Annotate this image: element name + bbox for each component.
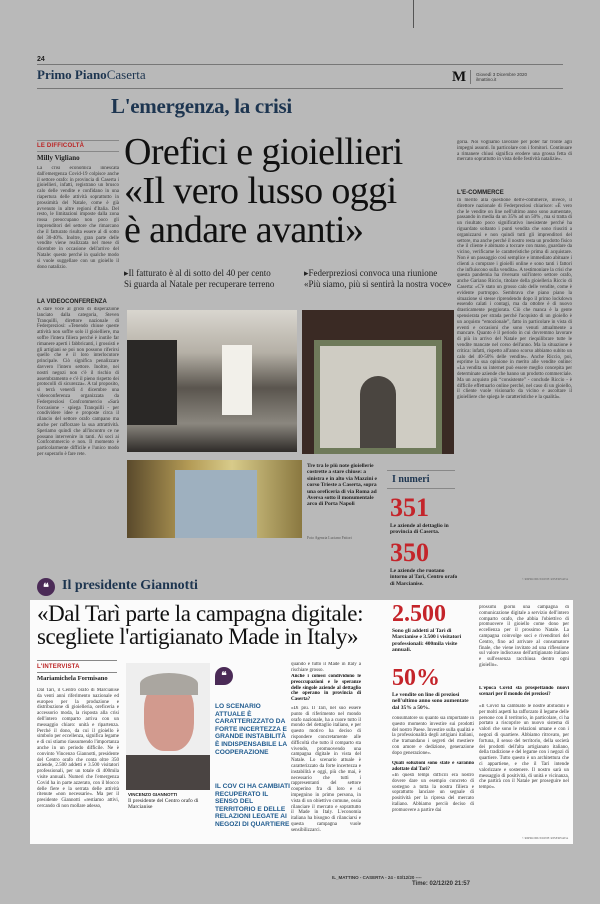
stat-text: Le aziende al dettaglio in provincia di Caserta. <box>390 523 449 536</box>
copyright: ©RIPRODUZIONE RISERVATA <box>522 836 569 840</box>
column-rule <box>37 660 117 661</box>
subhead: L'E-COMMERCE <box>457 190 504 196</box>
site-url: ilmattino.it <box>476 77 497 82</box>
subtitle-right <box>304 268 451 290</box>
print-time: Time: 02/12/20 21:57 <box>412 881 470 887</box>
numbers-rule <box>387 488 455 489</box>
headline-line: Orefici e gioiellieri <box>124 131 403 173</box>
logo-divider <box>470 70 471 84</box>
shutter <box>127 340 177 425</box>
portrait-jacket <box>126 755 210 790</box>
interview-body: prossimi giorni una campagna di comunicazione digitale a servizio dell'intero comparto orafo, che abbia l'obiettivo di promuovere il gioiello come dono per eccellenza per il prossimo Natale. La campagna coinvolge soci e rivenditori del Centro, fino ad arrivare al consumatore finale, che viene invitato ad una riflessione sul valore indiscusso dell'artigianato italiano e sull'essenza racchiusa dentro ogni gioiello». <box>479 605 569 668</box>
shop-front <box>314 340 442 454</box>
header-rule-bottom <box>37 88 563 89</box>
portrait-hair <box>140 673 198 695</box>
numbers-rule <box>387 470 455 471</box>
header-rule <box>37 64 563 65</box>
section-label: LE DIFFICOLTÀ <box>37 143 85 149</box>
quote-bubble-icon: ❝ <box>37 578 55 596</box>
stat-text: Sono gli addetti al Tarì di Marcianise e 3.500 i visitatori professionali: 400mila visite annuali. <box>392 628 462 653</box>
light-doorway <box>222 345 252 415</box>
headline-line: è andare avanti» <box>124 209 364 251</box>
interview-body: «In questi tempi difficili era nostro dovere dare un esempio concreto di sostegno a tutta la nostra filiera e soprattutto lanciare un segnale di positività per la ripresa del mercato italiano. Abbiamo perciò deciso di promuovere a partire dai <box>392 773 474 813</box>
article-kicker: L'emergenza, la crisi <box>111 94 292 118</box>
headline-line: scegliete l'artigianato Made in Italy» <box>37 624 359 649</box>
article-author: Milly Vigliano <box>37 154 80 162</box>
numbers-title: I numeri <box>392 474 430 485</box>
page-number: 24 <box>37 56 45 63</box>
interview-body: «Di più. Il Tarì, nel suo essere punto di riferimento nel mondo orafo nazionale, ha a cuore tutto il mondo del dettaglio italiano, e per questo motivo ha deciso di rispondere concretamente alle difficoltà che tutto il comparto sta vivendo, promuovendo una campagna digitale in vista del Natale. Lo scenario attuale è caratterizzato da forte incertezza e instabilità e oggi, più che mai, è necessario che tutti i rappresentanti del settore cooperino fra di loro e si impegnino in primo persona, in vista di un obiettivo comune, ossia rilanciare il mercato e soprattutto il Made in Italy. L'economia italiana ha bisogno di rilanciarsi e questa campagna vuole sensibilizzarci. <box>291 706 361 833</box>
photo-name: VINCENZO GIANNOTTI <box>128 792 178 797</box>
crop-mark <box>413 0 414 28</box>
section-title <box>37 67 146 83</box>
arched-door <box>360 376 396 448</box>
article-body: A dare voce al grido di disperazione lanciato dalla categoria, Steven Tranquilli, direttore nazionale di Federpreziosi: «Tenendo chiuse queste attività non soffre solo il gioielliere, ma soffre l'intera filiera perché è inutile far rimanere aperti i fabbricanti, i grossisti e gli artigiani se poi non possono riferirsi quello che è il loro interlocutore principale. Ciò significa penalizzare davvero l'intero settore. Inoltre, nei nostri negozi non c'è il rischio di assembramento e c'è il pieno rispetto dei protocolli di sicurezza». A tal proposito, si terrà venerdì 4 dicembre una videoconferenza organizzata da Federpreziosi Confcommercio «Sarà l'occasione - spiega Tranquilli - per condividere idee e proposte circa il rilancio del settore orafo campano ma anche per rafforzare la sua attrattività. Speriamo quindi che all'incontro ce ne possano intervenire in tanti. Ai soci ai Confcommercio e non. Il momento è particolarmente difficile e l'unico modo per superarlo è fare rete. <box>37 307 119 457</box>
photo-jewelry-shop-corso-trieste <box>302 310 454 454</box>
interview-question: Quali soluzioni sono state e saranno adottate dal Tarì? <box>392 761 474 772</box>
article-body: In merito alla questione dell'e-commerce, invece, il direttore nazionale di Federpreziosi chiarisce: «È vero che le vendite on line nell'ultimo anno sono aumentate, passando in media da un 35% ad un 50% , ma si tratta di un risultato poco significativo inesistente perché ha riguardato soltanto i punti vendita che sono riusciti a organizzarsi e non quindi tutti gli imprenditori del settore, ma anche perché il nostro resta un prodotto fisico che il cliente è abituato a toccare con mano, guardare da vicino, verificarne le caratteristiche prima di acquistare. Non è un passaggio così semplice e immediato abituare i clienti a comprare i gioielli online e sono tanti i fattori che influiscono sulla vendita». A testimoniare la crisi che questa pandemia ha riversato sull'intero settore orafo, anche Gariano Riccio, titolare della gioielleria Riccio di Caserta: «C'è stato un grosso calo delle vendite, come è evidente purtroppo. Sembrava che piano piano la situazione si stesse riprendendo dopo il primo lockdown essendo calati i contagi, ma da ottobre è di nuovo drasticamente peggiorata. Ciò che manca è la gente spensierata per strada perché l'acquisto di un gioiello è un acquisto “emozionale”, fatto in particolare in vista di eventi e occasioni che sono venuti attualmente a mancare. Quanto è il periodo in cui dovremmo lavorare di più in arrivo del Natale per riequilibrare tutte le vendite mancate nel corso dell'anno. Ma la situazione è critica: infatti, rispetto all'anno scorso abbiamo subito un calo del 40-50% delle vendite». Anche Riccio, poi, esprime la sua opinione in merito alle vendite online: «La vendita su internet può essere meglio concepita per determinate aziende che hanno un prodotto commerciale. Ma un acquisto più “consistente” - conclude Riccio - è difficile effettuarlo online perché, nel caso di un gioiello, il cliente vuole visionarlo da vicino e ascoltare il gioielliere che spiega le caratteristiche e la qualità». <box>457 198 572 401</box>
photo-caption: Il presidente del Centro orafo di Marcianise <box>128 798 199 811</box>
stat-text: Le vendite on line di preziosi nell'ultimo anno sono aumentate dal 35% a 50%. <box>392 692 469 711</box>
article-headline <box>124 133 454 250</box>
newspaper-logo: M <box>452 69 467 85</box>
interview-body: Dal Tarì, il Centro orafo di Marcianise da venti anni riferimento nazionale ed europeo per la produzione e distribuzione di gioielleria, oreficeria e accessorio moda, la risposta alla crisi dell'intero comparto arriva con un messaggio chiaro: unità e ripartenza. Perché il dono, da cui il gioiello è simbolo per eccellenza, significa legame e di cui stiamo riassumendo l'importanza anche in un periodo difficile. Ne è convinto Vincenzo Giannotti, presidente del Centro orafo che conta oltre 350 aziende, 2.500 addetti e 3.500 visitatori professionali, per un totale di 400mila visite annuali. Numeri che l'emergenza Covid ha in parte azzerato, con il blocco delle fiere e la serrata delle attività ritenute «non necessarie». Ma per il presidente Giannotti «restiamo attivi, cercando di non mollare adesso, <box>37 688 119 809</box>
section-city: Caserta <box>106 67 146 82</box>
stat-value: 2.500 <box>392 601 446 627</box>
headline-line: «Dal Tarì parte la campagna digitale: <box>37 601 364 626</box>
column-rule <box>37 140 119 141</box>
interview-body: «Il Covid ha cambiato le nostre abitudini e per molti aspetti ha rafforzato il legame delle persone con il territorio, in particolare, ci ha portato a riscoprire un nuovo sistema di valori che sono le relazioni umane e con i negozi di quartiere. Abbiamo ritrovato, per fortuna, il senso del territorio, della società dei prodotti dell'alta artigianato italiano, della tradizione e del legame con i negozi di quartiere. Tutto questo è un architettura che ci appartiene, e che il Tarì intende valorizzare e sostenere. Il nostro sarà un messaggio di positività, di unità e vicinanza, che partirà con il Natale per proseguire nel tempo». <box>479 704 569 791</box>
column-rule <box>37 151 119 152</box>
subtitle-line: ▸Il fatturato è al di sotto del 40 per cento <box>124 268 271 278</box>
stat-value: 350 <box>390 538 429 567</box>
subtitle-line: Si guarda al Natale per recuperare terreno <box>124 279 275 289</box>
column-rule <box>37 672 117 673</box>
article-body: La crisi economica innescata dall'emergenza Covid-19 colpisce anche il settore orafo: in provincia di Caserta i gioiellieri, infatti, registrano un brusco calo delle vendite e confidano in una riapertura delle attività soprattutto in prossimità del Natale, come è già avvenuto in altre regioni d'Italia. Del resto, le limitazioni imposte dalla zona rossa preoccupano non poco gli imprenditori del settore che rimarcano che il fatturato risulta essere al di sotto del 30-40%. Inoltre, gran parte delle vendite viene realizzata nel mese di dicembre in occasione dell'arrivo del Natale: questo perché in qualche modo si vuole suggellare con un gioiello il dono natalizio. <box>37 166 119 270</box>
photo-credit: Foto Agenzia Luciano Fattori <box>307 536 352 540</box>
interview-author: Mariamichela Formisano <box>37 675 108 682</box>
print-slug: IL_MATTINO - CASERTA - 24 - 03/12/20 ---- <box>332 875 422 880</box>
quote-bubble-icon: ❝ <box>215 667 233 685</box>
copyright: ©RIPRODUZIONE RISERVATA <box>522 577 569 581</box>
dateline <box>476 72 527 82</box>
interview-question: Anche i colossi condividono le preoccupazioni e le speranze delle singole aziende al dettaglio che operano in provincia di Caserta? <box>291 674 361 703</box>
photo-vincenzo-giannotti <box>126 663 210 790</box>
article-body: goria. Noi vogliamo lavorare per poter far fronte agli impegni assunti. In particolare con i fornitori. Continuare a rimanere chiusi significa erodere una grossa fetta di mercato soprattutto in vista delle festività natalizie». <box>457 140 572 163</box>
pull-quote: LO SCENARIO ATTUALE È CARATTERIZZATO DA FORTE INCERTEZZA E GRANDE INSTABILITÀ È INDISPENSABILE LA COOPERAZIONE <box>215 703 287 756</box>
interview-body: quando è tutto il Made in Italy a rischiare grosso. <box>291 662 361 673</box>
pull-quote: IL COV CI HA CAMBIATI RECUPERATO IL SENSO DEL TERRITORIO E DELLE RELAZIONI LEGATE AI NEGOZI DI QUARTIERE <box>215 783 290 828</box>
stat-value: 50% <box>392 665 440 691</box>
subtitle-line: «Più siamo, più si sentirà la nostra voce» <box>304 279 452 289</box>
section-label: L'INTERVISTA <box>37 664 80 670</box>
subhead: LA VIDEOCONFERENZA <box>37 299 107 305</box>
issue-date: Giovedì 3 Dicembre 2020 <box>476 72 528 77</box>
shop-window <box>175 470 257 538</box>
interview-question: L'epoca Covid sta prospettando nuovi scenari per il mondo dei preziosi? <box>479 686 569 697</box>
stat-value: 351 <box>390 493 429 522</box>
photo-caption: Tre tra le più note gioiellerie costrette a stare chiuse: a sinistra e in alto via Mazzini e corso Trieste a Caserta, sopra una oreficeria di via Roma ad Aversa sotto il monumentale arco di Porta Napoli <box>307 463 377 508</box>
photo-oreficeria-aversa <box>127 460 302 538</box>
subtitle-left <box>124 268 274 290</box>
interview-header: Il presidente Giannotti <box>62 578 198 593</box>
subtitle-line: ▸Federpreziosi convoca una riunione <box>304 268 438 278</box>
interview-headline <box>37 602 397 648</box>
photo-jewelry-shop-via-mazzini <box>127 310 297 452</box>
stat-text: Le aziende che ruotano intorno al Tarì, Centro orafo di Marcianise. <box>390 568 458 587</box>
section-bold: Primo Piano <box>37 67 107 82</box>
interview-body: consumatore su quanto sia importante in questo momento investire sui prodotti del nostro Paese. Investire sulla qualità e la professionalità degli artigiani italiani, che tramandano i segreti del mestiere con amore e dedizione, generazione dopo generazione». <box>392 716 474 756</box>
headline-line: «Il vero lusso oggi <box>124 170 397 212</box>
